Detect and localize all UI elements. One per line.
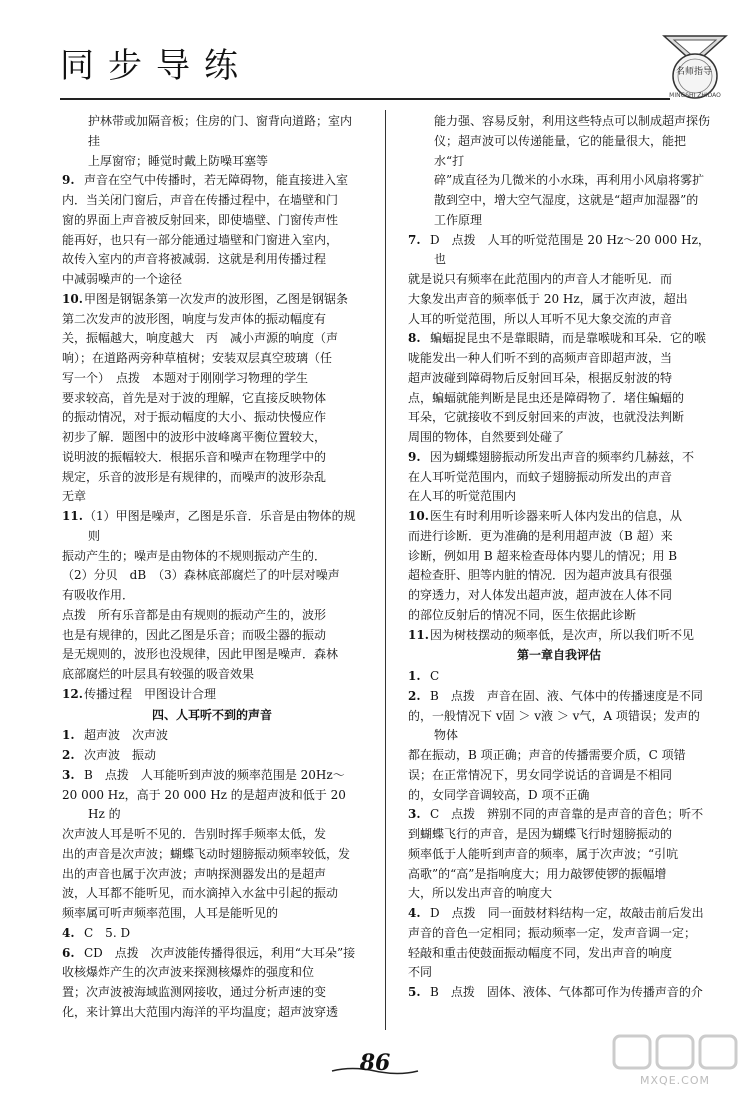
answer-item [62,766,362,924]
watermark-logo-icon [610,1030,740,1074]
answer-line: 中减弱噪声的一个途径 [62,272,183,286]
answer-line: 的穿透力，对人体发出超声波，超声波在人体不同 [408,588,673,602]
answer-line: 医生有时利用听诊器来听人体内发出的信息，从 [430,509,683,523]
page-header [60,30,721,99]
answer-number: 8. [408,331,421,346]
watermark-text: MXQE.COM [640,1074,710,1087]
answer-line: 诊断，例如用 B 超来检查母体内婴儿的情况；用 B [408,548,678,563]
answer-line: 要求较高，首先是对于波的理解，它直接反映物体 [62,390,327,405]
answer-line: 超声波 次声波 [84,728,169,743]
answer-item [62,924,362,944]
answer-line: 写一个） 点拨 本题对于刚刚学习物理的学生 [62,370,309,385]
answer-line: B 点拨 人耳能听到声波的频率范围是 20Hz～ [84,767,345,782]
answer-line: 底部腐烂的叶层具有较强的吸音效果 [62,667,255,681]
answer-line: 次声波 振动 [84,748,157,762]
answer-line: 出的声音也属于次声波；声呐探测器发出的是超声 [62,866,327,881]
answer-line: 高歌”的“高”是指响度大；用力敲锣使锣的振幅增 [408,866,667,881]
answer-line: 因为树枝摆动的频率低，是次声，所以我们听不见 [430,627,695,642]
answer-number: 9. [408,449,421,464]
answer-item [62,507,362,685]
answer-item [408,112,710,231]
answer-line: CD 点拨 次声波能传播得很远，利用“大耳朵”接 [84,945,356,960]
answer-number: 11. [408,627,429,642]
answer-line: 响）；在道路两旁种草植树；安装双层真空玻璃（任 [62,351,333,365]
answer-line: 点拨 所有乐音都是由有规则的振动产生的，波形 [62,607,327,622]
answer-number: 3. [408,807,421,822]
answer-line: 的振动情况，对于振动幅度的大小、振动快慢应作 [62,410,327,425]
answer-line: 的，女同学音调较高，D 项不正确 [408,787,590,802]
answer-number: 2. [62,748,75,762]
answer-item [408,667,710,687]
answer-line: 声音的音色一定相同；振动频率一定，发声音调一定； [408,925,697,940]
answer-line: B 点拨 固体、液体、气体都可作为传播声音的介 [430,985,703,999]
answer-number: 10. [408,509,429,523]
answer-line: 出的声音是次声波；蝴蝶飞动时翅膀振动频率较低，发 [62,846,351,861]
header-rule [60,98,670,100]
answer-number: 11. [62,509,83,523]
answer-line: 有吸收作用． [62,588,135,602]
publisher-logo [660,30,730,105]
answer-number: 1. [62,728,75,743]
left-column [62,112,362,1023]
answer-line: 超声波碰到障碍物后反射回耳朵，根据反射波的特 [408,370,673,385]
book-title: 同步导练 [60,46,252,86]
answer-line: 是无规则的，波形也没规律，因此甲图是噪声．森林 [62,647,339,662]
answer-line: 散到空中，增大空气湿度，这就是“超声加湿器”的 [434,193,699,207]
answer-number: 10. [62,291,83,306]
answer-line: 大象发出声音的频率低于 20 Hz，属于次声波，超出 [408,291,688,306]
answer-line: 能力强、容易反射，利用这些特点可以制成超声探伤 [434,114,711,128]
answer-line: 能再好，也只有一部分能通过墙壁和门窗进入室内， [62,232,339,247]
answer-line: 咙能发出一种人们听不到的高频声音即超声波，当 [408,351,673,365]
answer-line: （2）分贝 dB （3）森林底部腐烂了的叶层对噪声 [62,568,340,583]
answer-line: 周围的物体，自然要到处碰了 [408,430,565,444]
answer-line: 蝙蝠捉昆虫不是靠眼睛，而是靠喉咙和耳朵．它的喉 [430,331,707,346]
logo-text-en: MINGSHI ZHIDAO [669,92,721,99]
answer-item [408,687,710,806]
answer-line: 无章 [62,489,87,504]
page-number: 86 [359,1050,391,1076]
answer-item [408,507,710,626]
answer-line: C [430,669,440,683]
answer-line: 轻敲和重击使鼓面振动幅度不同，发出声音的响度 [408,945,673,960]
answer-number: 5. [408,985,421,999]
answer-line: 在人耳的听觉范围内 [408,489,517,504]
answer-line: 因为蝴蝶翅膀振动所发出声音的频率约几赫兹，不 [430,449,695,464]
answer-item [62,746,362,766]
answer-item [408,805,710,904]
answer-line: B 点拨 声音在固、液、气体中的传播速度是不同 [430,688,703,703]
answer-number: 1. [408,669,421,683]
answer-number: 6. [62,945,75,960]
answer-line: 大，所以发出声音的响度大 [408,886,553,901]
answer-number: 12. [62,686,83,701]
answer-line: 次声波人耳是听不见的．告别时挥手频率太低，发 [62,827,327,841]
answer-item [408,626,710,646]
answer-line: 仪；超声波可以传递能量，它的能量很大，能把水“打 [434,133,687,168]
answer-line: 甲图是钢锯条第一次发声的波形图，乙图是钢锯条 [84,291,349,306]
answer-line: 声音在空气中传播时，若无障碍物，能直接进入室 [84,173,349,188]
answer-line: 化，来计算出大范围内海洋的平均温度；超声波穿透 [62,1004,339,1019]
answer-line: （1）甲图是噪声，乙图是乐音．乐音是由物体的规则 [84,509,356,543]
answer-line: 规定，乐音的波形是有规律的，而噪声的波形杂乱 [62,469,327,484]
answer-item [408,231,710,330]
answer-line: 故传入室内的声音将被减弱．这就是利用传播过程 [62,252,327,267]
answer-line: 到蝴蝶飞行的声音，是因为蝴蝶飞行时翅膀振动的 [408,827,673,841]
answer-line: 人耳的听觉范围，所以人耳听不见大象交流的声音 [408,311,673,326]
answer-item [408,448,710,507]
answer-number: 4. [62,925,75,940]
answer-line: 碎”成直径为几微米的小水珠，再利用小风扇将雾扩 [434,173,705,188]
answer-item [408,904,710,983]
answer-line: 收核爆炸产生的次声波来探测核爆炸的强度和位 [62,965,315,980]
answer-line: C 点拨 辨别不同的声音靠的是声音的音色；听不 [430,807,704,822]
answer-line: 频率低于人能听到声音的频率，属于次声波；“引吭 [408,846,679,861]
logo-text: 名师指导 [675,67,712,77]
answer-line: 初步了解．题图中的波形中波峰离平衡位置较大， [62,430,327,444]
section-heading: 四、人耳听不到的声音 [151,707,272,722]
answer-line: 就是说只有频率在此范围内的声音人才能听见．而 [408,272,673,286]
answer-line: 超检查肝、胆等内脏的情况．因为超声波具有很强 [408,568,673,583]
answer-number: 4. [408,906,421,920]
answer-line: 也是有规律的，因此乙图是乐音；而吸尘器的振动 [62,627,327,642]
answer-line: 振动产生的；噪声是由物体的不规则振动产生的． [62,548,327,563]
answer-item [408,983,710,1003]
answer-item [408,329,710,448]
answer-line: 误；在正常情况下，男女同学说话的音调是不相同 [408,767,673,782]
answer-line: 工作原理 [434,212,483,227]
answer-line: 护林带或加隔音板；住房的门、窗背向道路；室内挂 [88,114,353,148]
answer-line: 频率属可听声频率范围，人耳是能听见的 [62,906,279,920]
answer-item [62,944,362,1023]
answer-line: 的，一般情况下 v固 ＞ v液 ＞ v气，A 项错误；发声的物体 [408,708,700,743]
answer-line: 不同 [408,965,433,980]
answer-line: 说明波的振幅较大．根据乐音和噪声在物理学中的 [62,449,327,464]
answer-line: D 点拨 同一面鼓材料结构一定，故敲击前后发出 [430,906,704,920]
answer-item [62,290,362,507]
answer-line: 置；次声波被海域监测网接收，通过分析声速的变 [62,985,327,999]
answer-line: 20 000 Hz，高于 20 000 Hz 的是超声波和低于 20 Hz 的 [62,787,346,822]
answer-line: 在人耳听觉范围内，而蚊子翅膀振动所发出的声音 [408,469,673,484]
answer-line: 点，蝙蝠就能判断是昆虫还是障碍物了．堵住蝙蝠的 [408,390,685,405]
answer-number: 3. [62,767,75,782]
answer-line: 波，人耳都不能听见，而水滴掉入水盆中引起的振动 [62,886,339,901]
answer-item [62,726,362,746]
answer-line: 耳朵，它就接收不到反射回来的声波，也就没法判断 [408,410,685,425]
answer-line: 的部位反射后的情况不同，医生依据此诊断 [408,607,637,622]
watermark [610,1030,740,1090]
right-column [408,112,710,1003]
answer-line: C 5. D [84,925,131,940]
section-heading: 第一章自我评估 [516,648,601,663]
answer-line: 关，振幅越大，响度越大 丙 减小声源的响度（声 [62,331,339,346]
answer-line: D 点拨 人耳的听觉范围是 20 Hz～20 000 Hz，也 [430,232,710,267]
answer-line: 上厚窗帘；睡觉时戴上防噪耳塞等 [88,153,269,168]
column-divider [385,110,386,1030]
answer-item [62,112,362,171]
answer-line: 第二次发声的波形图，响度与发声体的振动幅度有 [62,311,327,326]
answer-line: 传播过程 甲图设计合理 [84,686,217,701]
answer-item [62,171,362,290]
answer-line: 都在振动，B 项正确；声音的传播需要介质，C 项错 [408,748,686,762]
answer-number: 9. [62,173,75,188]
answer-item [62,685,362,705]
answer-line: 而进行诊断．更为准确的是利用超声波（B 超）来 [408,528,673,543]
answer-number: 2. [408,688,421,703]
answer-line: 内．当关闭门窗后，声音在传播过程中，在墙壁和门 [62,193,339,207]
answer-line: 窗的界面上声音被反射回来，即使墙壁、门窗传声性 [62,212,339,227]
answer-number: 7. [408,232,421,247]
